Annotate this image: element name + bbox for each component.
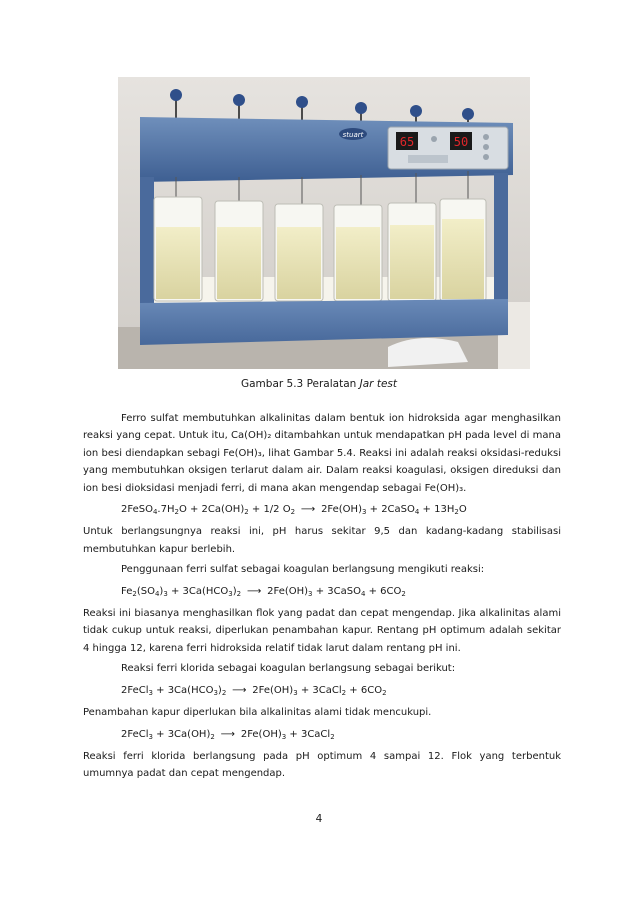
brand-logo: stuart <box>342 131 364 139</box>
page-number: 4 <box>315 813 323 825</box>
equation-products: $2Fe(OH)_3$ + 3CaSO$_4$ + $6CO_2$ <box>267 585 406 598</box>
reaction-arrow: ⟶ <box>246 585 262 597</box>
equation-1 <box>83 501 561 518</box>
equation-products: $2Fe(OH)_3$ + 2CaSO$_4$ + $13H_2O$ <box>321 504 467 517</box>
body-text <box>83 410 561 783</box>
equation-reactants: 2FeCl$_3$ + $3Ca(OH)_2$ <box>121 728 215 741</box>
paragraph-5: Reaksi ferri klorida sebagai koagulan berlangsung sebagai berikut: <box>121 663 456 675</box>
caption-prefix: Gambar 5.3 Peralatan <box>240 378 360 390</box>
equation-4 <box>83 726 561 743</box>
equation-reactants: 2FeCl$_3$ + $3Ca(HCO_3)_2$ <box>121 684 227 697</box>
paragraph-4: Reaksi ini biasanya menghasilkan flok yang padat dan cepat mengendap. Jika alkalinitas alami tidak cukup untuk reaksi, diperlukan penambahan kapur. Rentang pH optimum adalah sekitar 4 hingga 12, karena ferri hidroksida relatif tidak larut dalam rentang pH ini. <box>83 608 561 654</box>
equation-products: $2Fe(OH)_3$ + 3CaCl$_2$ + $6CO_2$ <box>252 684 387 697</box>
paragraph-7: Reaksi ferri klorida berlangsung pada pH optimum 4 sampai 12. Flok yang terbentuk umumnya padat dan cepat mengendap. <box>83 750 561 780</box>
paragraph-2: Untuk berlangsungnya reaksi ini, pH harus sekitar 9,5 dan kadang-kadang stabilisasi membutuhkan kapur berlebih. <box>83 526 561 555</box>
display-left: 65 <box>399 135 415 149</box>
display-right: 50 <box>453 135 469 149</box>
equation-products: $2Fe(OH)_3$ + 3CaCl$_2$ <box>240 728 335 741</box>
reaction-arrow: ⟶ <box>232 684 247 696</box>
equation-2 <box>83 583 561 600</box>
figure-caption <box>0 378 638 390</box>
paragraph-6: Penambahan kapur diperlukan bila alkalinitas alami tidak mencukupi. <box>83 707 432 719</box>
paragraph-3: Penggunaan ferri sulfat sebagai koagulan berlangsung mengikuti reaksi: <box>121 564 485 576</box>
jar-test-photo <box>118 77 530 369</box>
paragraph-1: Ferro sulfat membutuhkan alkalinitas dalam bentuk ion hidroksida agar menghasilkan reaksi yang cepat. Untuk itu, Ca(OH)₂ ditambahkan untuk mendapatkan pH pada level di mana ion besi diendapkan sebagi Fe(OH)₃, lihat Gambar 5.4. Reaksi ini adalah reaksi oksidasi-reduksi yang membutuhkan oksigen terlarut dalam air. Dalam reaksi koagulasi, oksigen direduksi dan ion besi dioksidasi menjadi ferri, di mana akan mengendap sebagai Fe(OH)₃. <box>83 413 561 494</box>
equation-reactants: $2FeSO_4.7H_2O + 2Ca(OH)_2 + 1/2$ $O_2$ <box>121 504 296 517</box>
reaction-arrow: ⟶ <box>300 504 316 516</box>
reaction-arrow: ⟶ <box>220 728 235 740</box>
jar-test-apparatus-illustration <box>118 77 530 369</box>
equation-reactants: $Fe_2(SO_4)_3 + 3Ca(HCO_3)_2$ <box>121 585 242 598</box>
caption-italic: Jar test <box>359 378 397 390</box>
equation-3 <box>83 682 561 699</box>
